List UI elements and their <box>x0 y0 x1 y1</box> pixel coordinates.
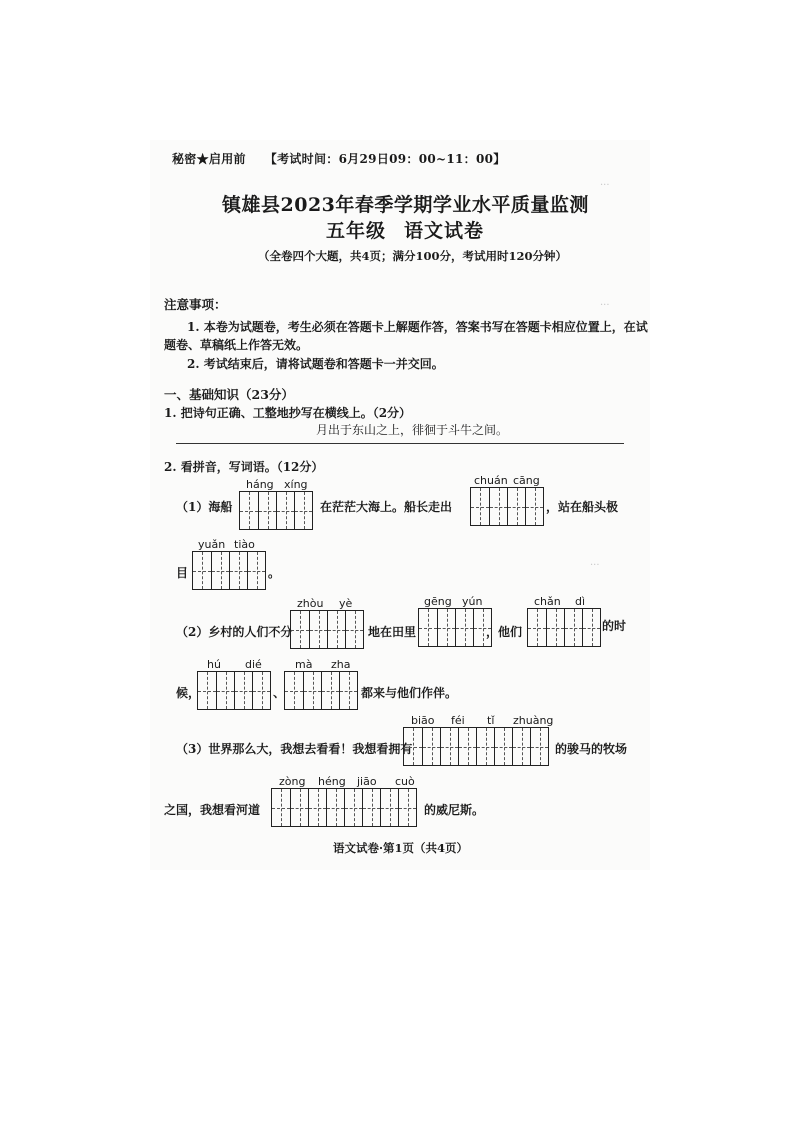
pinyin-cuo: cuò <box>395 775 415 788</box>
sentence-2-part-c: ，他们 <box>486 625 523 639</box>
pinyin-hu: hú <box>207 658 221 671</box>
grid-cell[interactable] <box>291 611 309 648</box>
sentence-1-part-e: 。 <box>268 566 281 580</box>
sentence-2-part-b: 地在田里 <box>368 625 417 639</box>
grid-cell[interactable] <box>582 609 600 646</box>
grid-cell[interactable] <box>422 728 440 765</box>
pinyin-yuan: yuǎn <box>198 538 226 551</box>
notice-heading: 注意事项： <box>164 297 227 312</box>
grid-cell[interactable] <box>234 672 252 709</box>
grid-cell[interactable] <box>272 789 290 826</box>
pinyin-yun: yún <box>462 595 483 608</box>
pinyin-die: dié <box>245 658 262 671</box>
pinyin-ye: yè <box>339 597 353 610</box>
pinyin-biao: biāo <box>411 714 435 727</box>
writing-grid-zonghengjiaocuo[interactable] <box>271 788 417 827</box>
grid-cell[interactable] <box>285 672 303 709</box>
section-heading: 一、基础知识（23分） <box>164 387 294 402</box>
pinyin-ti: tǐ <box>487 714 495 727</box>
pinyin-ma: mà <box>295 658 313 671</box>
grid-cell[interactable] <box>198 672 216 709</box>
grid-cell[interactable] <box>290 789 308 826</box>
grid-cell[interactable] <box>258 492 276 529</box>
writing-grid-chuancang[interactable] <box>470 487 544 526</box>
writing-grid-zhouye[interactable] <box>290 610 364 649</box>
sentence-1-part-b: 在茫茫大海上。船长走出 <box>320 500 453 514</box>
pinyin-zha: zha <box>331 658 351 671</box>
notice-item-1: 1. 本卷为试题卷，考生必须在答题卡上解题作答，答案书写在答题卡相应位置上，在试 <box>187 320 648 334</box>
sentence-2-part-d: 的时 <box>602 619 627 633</box>
grid-cell[interactable] <box>193 552 211 589</box>
grid-cell[interactable] <box>564 609 582 646</box>
grid-cell[interactable] <box>419 609 437 646</box>
grid-cell[interactable] <box>362 789 380 826</box>
grid-cell[interactable] <box>327 611 345 648</box>
notice-item-1-cont: 题卷、草稿纸上作答无效。 <box>164 338 309 352</box>
writing-grid-yuantiao[interactable] <box>192 551 266 590</box>
subject-label: 语文试卷 <box>404 220 485 242</box>
grid-cell[interactable] <box>458 728 476 765</box>
grade-label: 五年级 <box>326 220 387 242</box>
grid-cell[interactable] <box>404 728 422 765</box>
grid-cell[interactable] <box>308 789 326 826</box>
grid-cell[interactable] <box>326 789 344 826</box>
writing-grid-hangxing[interactable] <box>239 491 313 530</box>
sentence-2-part-f: 、 <box>273 686 286 700</box>
grid-cell[interactable] <box>512 728 530 765</box>
sentence-1-part-c: ，站在船头极 <box>546 500 619 514</box>
pinyin-zhou: zhòu <box>297 597 324 610</box>
grid-cell[interactable] <box>494 728 512 765</box>
pinyin-jiao: jiāo <box>357 775 377 788</box>
pinyin-di: dì <box>575 595 586 608</box>
exam-title: 镇雄县2023年春季学期学业水平质量监测 <box>222 194 589 216</box>
writing-grid-biaofeitizhuang[interactable] <box>403 727 549 766</box>
grid-cell[interactable] <box>440 728 458 765</box>
grid-cell[interactable] <box>525 488 543 525</box>
pinyin-zong: zòng <box>279 775 306 788</box>
grid-cell[interactable] <box>303 672 321 709</box>
pinyin-xing: xíng <box>284 478 308 491</box>
exam-meta-line <box>172 150 506 167</box>
sentence-2-part-e: 候， <box>176 686 201 700</box>
grid-cell[interactable] <box>216 672 234 709</box>
sentence-3-part-a: （3）世界那么大，我想去看看！我想看拥有 <box>176 742 413 756</box>
exam-subtitle <box>326 216 484 243</box>
grid-cell[interactable] <box>471 488 489 525</box>
bleed-through-mark: ··· <box>590 560 600 571</box>
grid-cell[interactable] <box>345 611 363 648</box>
poem-line: 月出于东山之上，徘徊于斗牛之间。 <box>316 423 509 437</box>
pinyin-hang: háng <box>246 478 274 491</box>
grid-cell[interactable] <box>229 552 247 589</box>
notice-item-2: 2. 考试结束后，请将试题卷和答题卡一并交回。 <box>187 357 444 371</box>
answer-line[interactable] <box>176 443 624 444</box>
pinyin-geng: gēng <box>424 595 452 608</box>
pinyin-chuan: chuán <box>474 474 508 487</box>
sentence-2-part-a: （2）乡村的人们不分 <box>176 625 293 639</box>
exam-time: 【考试时间：6月29日09：00~11：00】 <box>264 152 506 166</box>
grid-cell[interactable] <box>247 552 265 589</box>
grid-cell[interactable] <box>380 789 398 826</box>
pinyin-cang: cāng <box>513 474 540 487</box>
grid-cell[interactable] <box>476 728 494 765</box>
pinyin-chan: chǎn <box>534 595 561 608</box>
sentence-1-part-d: 目 <box>176 566 189 580</box>
pinyin-zhuang: zhuàng <box>513 714 554 727</box>
bleed-through-mark: ··· <box>600 300 610 311</box>
confidential-label: 秘密★启用前 <box>172 152 246 166</box>
grid-cell[interactable] <box>339 672 357 709</box>
question-2-prompt: 2. 看拼音，写词语。（12分） <box>164 460 324 474</box>
question-1-prompt: 1. 把诗句正确、工整地抄写在横线上。（2分） <box>164 406 412 420</box>
pinyin-heng: héng <box>318 775 346 788</box>
grid-cell[interactable] <box>240 492 258 529</box>
grid-cell[interactable] <box>528 609 546 646</box>
sentence-3-part-b: 的骏马的牧场 <box>555 742 628 756</box>
pinyin-fei: féi <box>451 714 465 727</box>
grid-cell[interactable] <box>398 789 416 826</box>
grid-cell[interactable] <box>546 609 564 646</box>
sentence-3-part-d: 的威尼斯。 <box>424 803 485 817</box>
sentence-2-part-g: 都来与他们作伴。 <box>361 686 458 700</box>
grid-cell[interactable] <box>252 672 270 709</box>
exam-note: （全卷四个大题，共4页；满分100分，考试用时120分钟） <box>258 249 568 263</box>
sentence-1-part-a: （1）海船 <box>176 500 233 514</box>
sentence-3-part-c: 之国，我想看河道 <box>164 803 261 817</box>
grid-cell[interactable] <box>309 611 327 648</box>
grid-cell[interactable] <box>211 552 229 589</box>
grid-cell[interactable] <box>530 728 548 765</box>
writing-grid-hudie[interactable] <box>197 671 271 710</box>
writing-grid-gengyun[interactable] <box>418 608 492 647</box>
page-footer: 语文试卷·第1页（共4页） <box>333 841 469 855</box>
grid-cell[interactable] <box>321 672 339 709</box>
grid-cell[interactable] <box>344 789 362 826</box>
grid-cell[interactable] <box>489 488 507 525</box>
bleed-through-mark: ··· <box>600 180 610 191</box>
grid-cell[interactable] <box>455 609 473 646</box>
pinyin-tiao: tiào <box>234 538 255 551</box>
writing-grid-mazha[interactable] <box>284 671 358 710</box>
writing-grid-chandi[interactable] <box>527 608 601 647</box>
grid-cell[interactable] <box>276 492 294 529</box>
grid-cell[interactable] <box>294 492 312 529</box>
grid-cell[interactable] <box>437 609 455 646</box>
grid-cell[interactable] <box>507 488 525 525</box>
